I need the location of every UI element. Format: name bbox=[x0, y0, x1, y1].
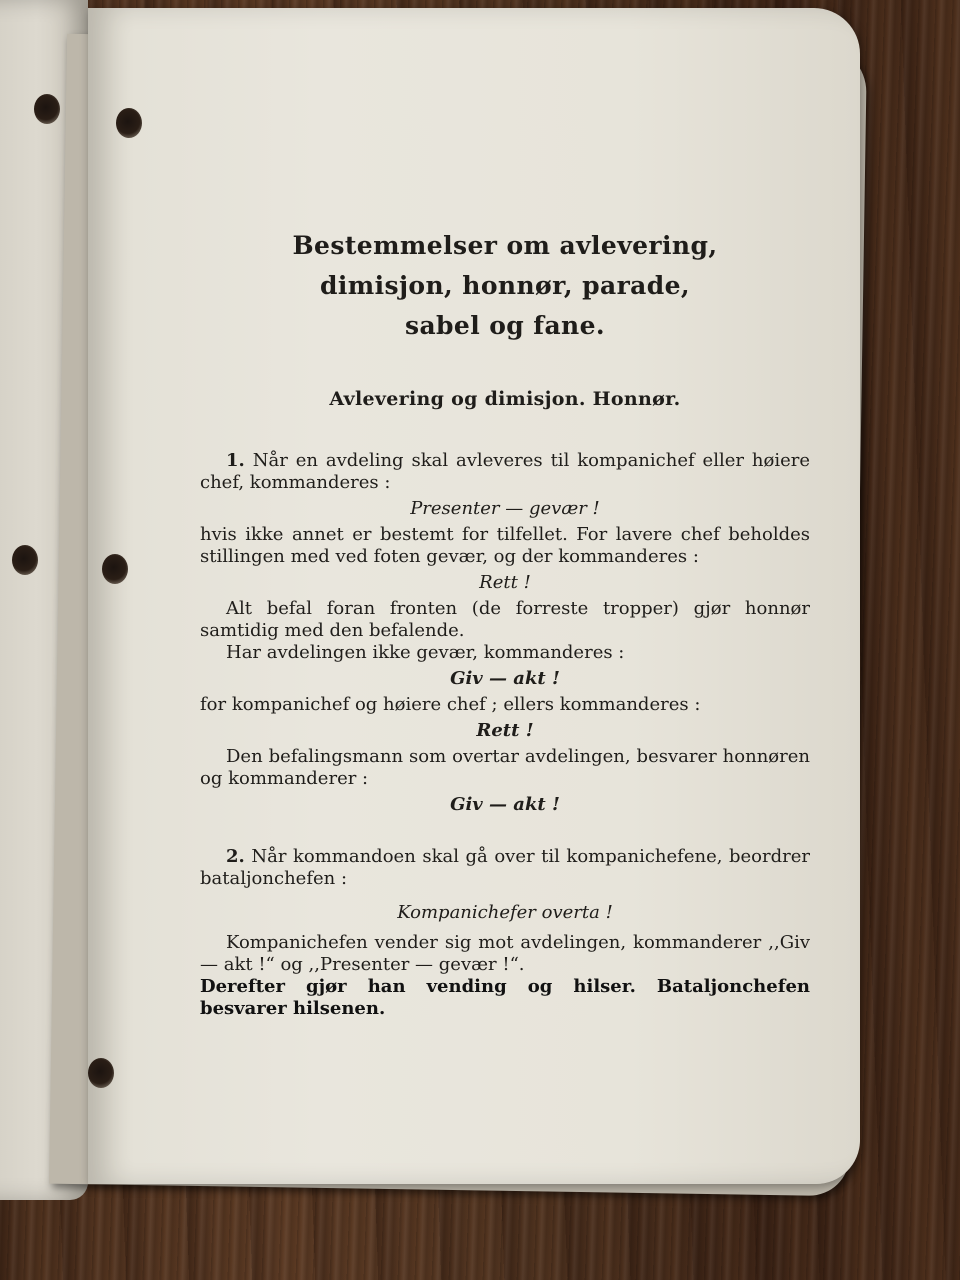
command: Giv — akt ! bbox=[450, 668, 560, 689]
item-1-text: Har avdelingen ikke gevær, kommanderes : bbox=[226, 642, 625, 663]
title-line: Bestemmelser om avlevering, bbox=[292, 231, 718, 260]
item-1-text: Den befalingsmann som overtar avdelingen, besvarer honnøren og kommanderer : bbox=[200, 746, 810, 789]
command: Presenter — gevær ! bbox=[410, 498, 600, 519]
command: Giv — akt ! bbox=[450, 794, 560, 815]
punch-hole bbox=[116, 108, 142, 138]
page-text bbox=[200, 226, 810, 1020]
punch-hole bbox=[34, 94, 60, 124]
item-number: 2. bbox=[226, 846, 245, 867]
item-number: 1. bbox=[226, 450, 245, 471]
title-line: sabel og fane. bbox=[404, 311, 606, 340]
command: Kompanichefer overta ! bbox=[397, 902, 613, 923]
command: Rett ! bbox=[476, 720, 534, 741]
item-2-intro: 2. Når kommandoen skal gå over til kompanichefene, beordrer bataljonchefen : bbox=[200, 846, 810, 889]
punch-hole bbox=[12, 545, 38, 575]
section-heading: Avlevering og dimisjon. Honnør. bbox=[329, 388, 681, 410]
item-2-text: Kompanichefen vender sig mot avdelingen, kommanderer ,,Giv — akt !“ og ,,Presenter — gevær !“. bbox=[200, 932, 810, 975]
item-1-text: Alt befal foran fronten (de forreste tropper) gjør honnør samtidig med den befalende. bbox=[200, 598, 810, 641]
item-1-text: hvis ikke annet er bestemt for tilfellet. For lavere chef beholdes stillingen med ved foten gevær, og der kommanderes : bbox=[200, 524, 810, 567]
command: Rett ! bbox=[479, 572, 531, 593]
punch-hole bbox=[102, 554, 128, 584]
item-2-text: Derefter gjør han vending og hilser. Bataljonchefen besvarer hilsenen. bbox=[200, 976, 810, 1019]
punch-hole bbox=[88, 1058, 114, 1088]
item-1-intro: 1. Når en avdeling skal avleveres til kompanichef eller høiere chef, kommanderes : bbox=[200, 450, 810, 493]
item-1-text: for kompanichef og høiere chef ; ellers kommanderes : bbox=[200, 694, 701, 715]
title-line: dimisjon, honnør, parade, bbox=[319, 271, 691, 300]
